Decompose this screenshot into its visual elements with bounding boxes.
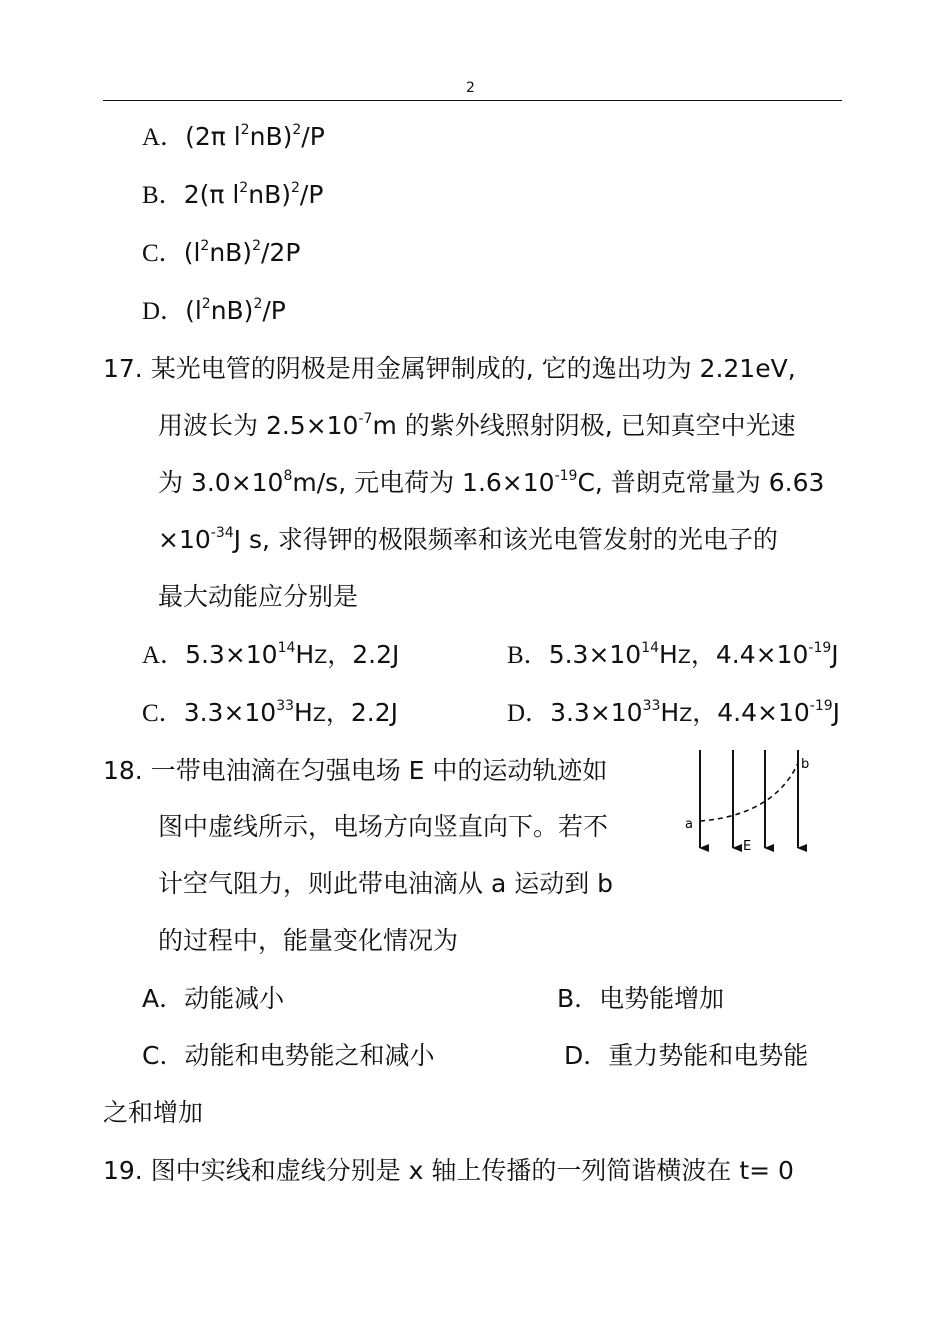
q17-line-2: 用波长为 $2.5\times 10^{-7}m$ 的紫外线照射阴极, 已知真空中光速 (158, 411, 796, 440)
q16-option-a: A．(2π $l^2nB)^2/P$ (142, 122, 325, 151)
q18-line-1: 18. 一带电油滴在匀强电场 E 中的运动轨迹如 (103, 756, 608, 785)
q17-option-c: C．$3.3\times 10^{33}HZ$，2.2J (142, 698, 399, 727)
q18-line-3: 计空气阻力，则此带电油滴从 a 运动到 b (158, 869, 614, 898)
electric-field-diagram (680, 748, 820, 862)
q18-option-d: D．重力势能和电势能 (564, 1041, 809, 1070)
q16-option-d: D．$(l^2nB)^2/P$ (142, 296, 286, 325)
page-number: 2 (466, 80, 475, 96)
q17-option-a: A．$5.3\times 10^{14}HZ$，2.2J (142, 640, 400, 669)
q17-option-b: B．$5.3\times 10^{14}HZ$，$4.4\times 10^{-19}J$ (507, 640, 839, 669)
q16-option-b: B．2(π $l^2nB)^2/P$ (142, 180, 324, 209)
q18-line-4: 的过程中，能量变化情况为 (158, 926, 459, 955)
q17-line-5: 最大动能应分别是 (158, 582, 359, 611)
q18-option-b: B．电势能增加 (557, 984, 725, 1013)
label-a: a (685, 817, 693, 832)
q17-line-1: 17. 某光电管的阴极是用金属钾制成的, 它的逸出功为 2.21eV, (103, 354, 796, 383)
field-diagram-svg (680, 748, 820, 858)
q17-line-4: $\times 10^{-34}J$ s, 求得钾的极限频率和该光电管发射的光电子的 (158, 525, 778, 554)
q18-line-2: 图中虚线所示，电场方向竖直向下。若不 (158, 812, 609, 841)
q17-option-d: D．$3.3\times 10^{33}HZ$，$4.4\times 10^{-19}J$ (507, 698, 841, 727)
q16-option-c: C．$(l^2nB)^2/2P$ (142, 238, 301, 267)
label-e: E (743, 839, 752, 854)
trajectory-dashed-curve (700, 763, 798, 821)
label-b: b (801, 757, 810, 772)
header-rule (103, 100, 842, 101)
q18-option-a: A．动能减小 (142, 984, 285, 1013)
q18-option-d-continued: 之和增加 (103, 1098, 204, 1127)
q17-line-3: 为 $3.0\times 10^8m/s$, 元电荷为 $1.6\times 10^{-19}C$, 普朗克常量为 6.63 (158, 468, 825, 497)
q19-line-1: 19. 图中实线和虚线分别是 x 轴上传播的一列简谐横波在 t= 0 (103, 1156, 794, 1185)
q18-option-c: C．动能和电势能之和减小 (142, 1041, 435, 1070)
